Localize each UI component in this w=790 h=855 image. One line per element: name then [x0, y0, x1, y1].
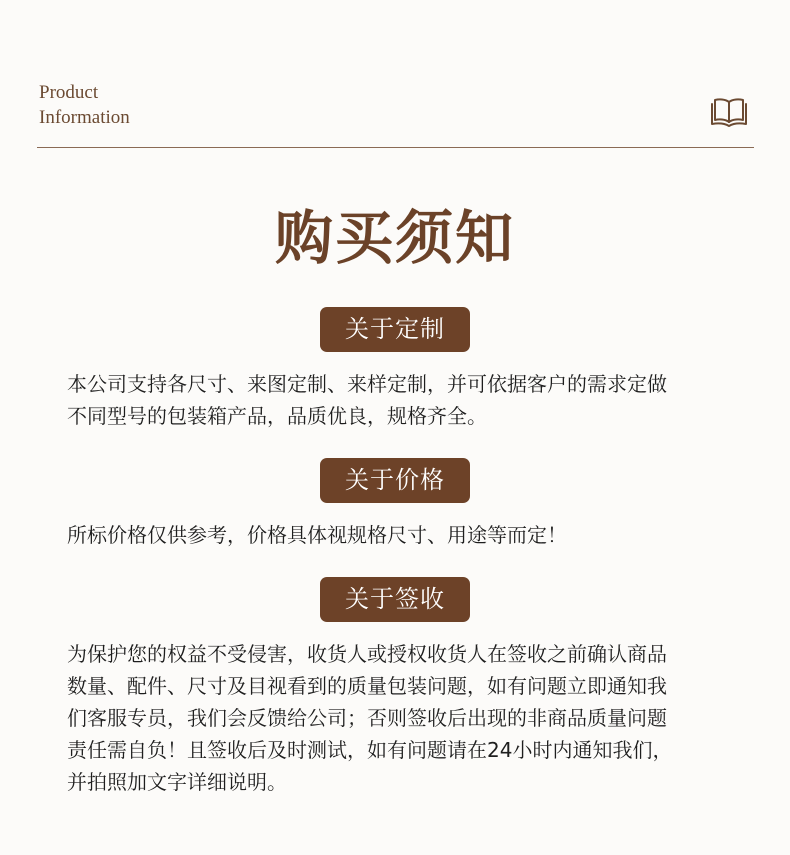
section-body-price [67, 519, 732, 551]
page-title: 购买须知 [274, 204, 515, 272]
text-line: 数量、配件、尺寸及目视看到的质量包装问题，如有问题立即通知我 [67, 674, 667, 698]
header-label-line2: Information [39, 107, 130, 128]
text-line: 责任需自负！且签收后及时测试，如有问题请在24小时内通知我们， [67, 738, 673, 762]
text-line: 所标价格仅供参考，价格具体视规格尺寸、用途等而定！ [67, 523, 567, 547]
text-line: 本公司支持各尺寸、来图定制、来样定制，并可依据客户的需求定做 [67, 372, 667, 396]
section-heading-receipt: 关于签收 [320, 577, 470, 622]
text-line: 并拍照加文字详细说明。 [67, 770, 287, 794]
section-body-customization [67, 368, 732, 432]
section-heading-customization: 关于定制 [320, 307, 470, 352]
section-heading-price: 关于价格 [320, 458, 470, 503]
open-book-icon [710, 96, 748, 128]
header-label-line1: Product [39, 82, 99, 103]
product-information-label [39, 80, 130, 130]
header-divider [37, 147, 754, 148]
text-line: 为保护您的权益不受侵害，收货人或授权收货人在签收之前确认商品 [67, 642, 667, 666]
section-body-receipt [67, 638, 732, 798]
text-line: 不同型号的包装箱产品，品质优良，规格齐全。 [67, 404, 487, 428]
text-line: 们客服专员，我们会反馈给公司；否则签收后出现的非商品质量问题 [67, 706, 667, 730]
